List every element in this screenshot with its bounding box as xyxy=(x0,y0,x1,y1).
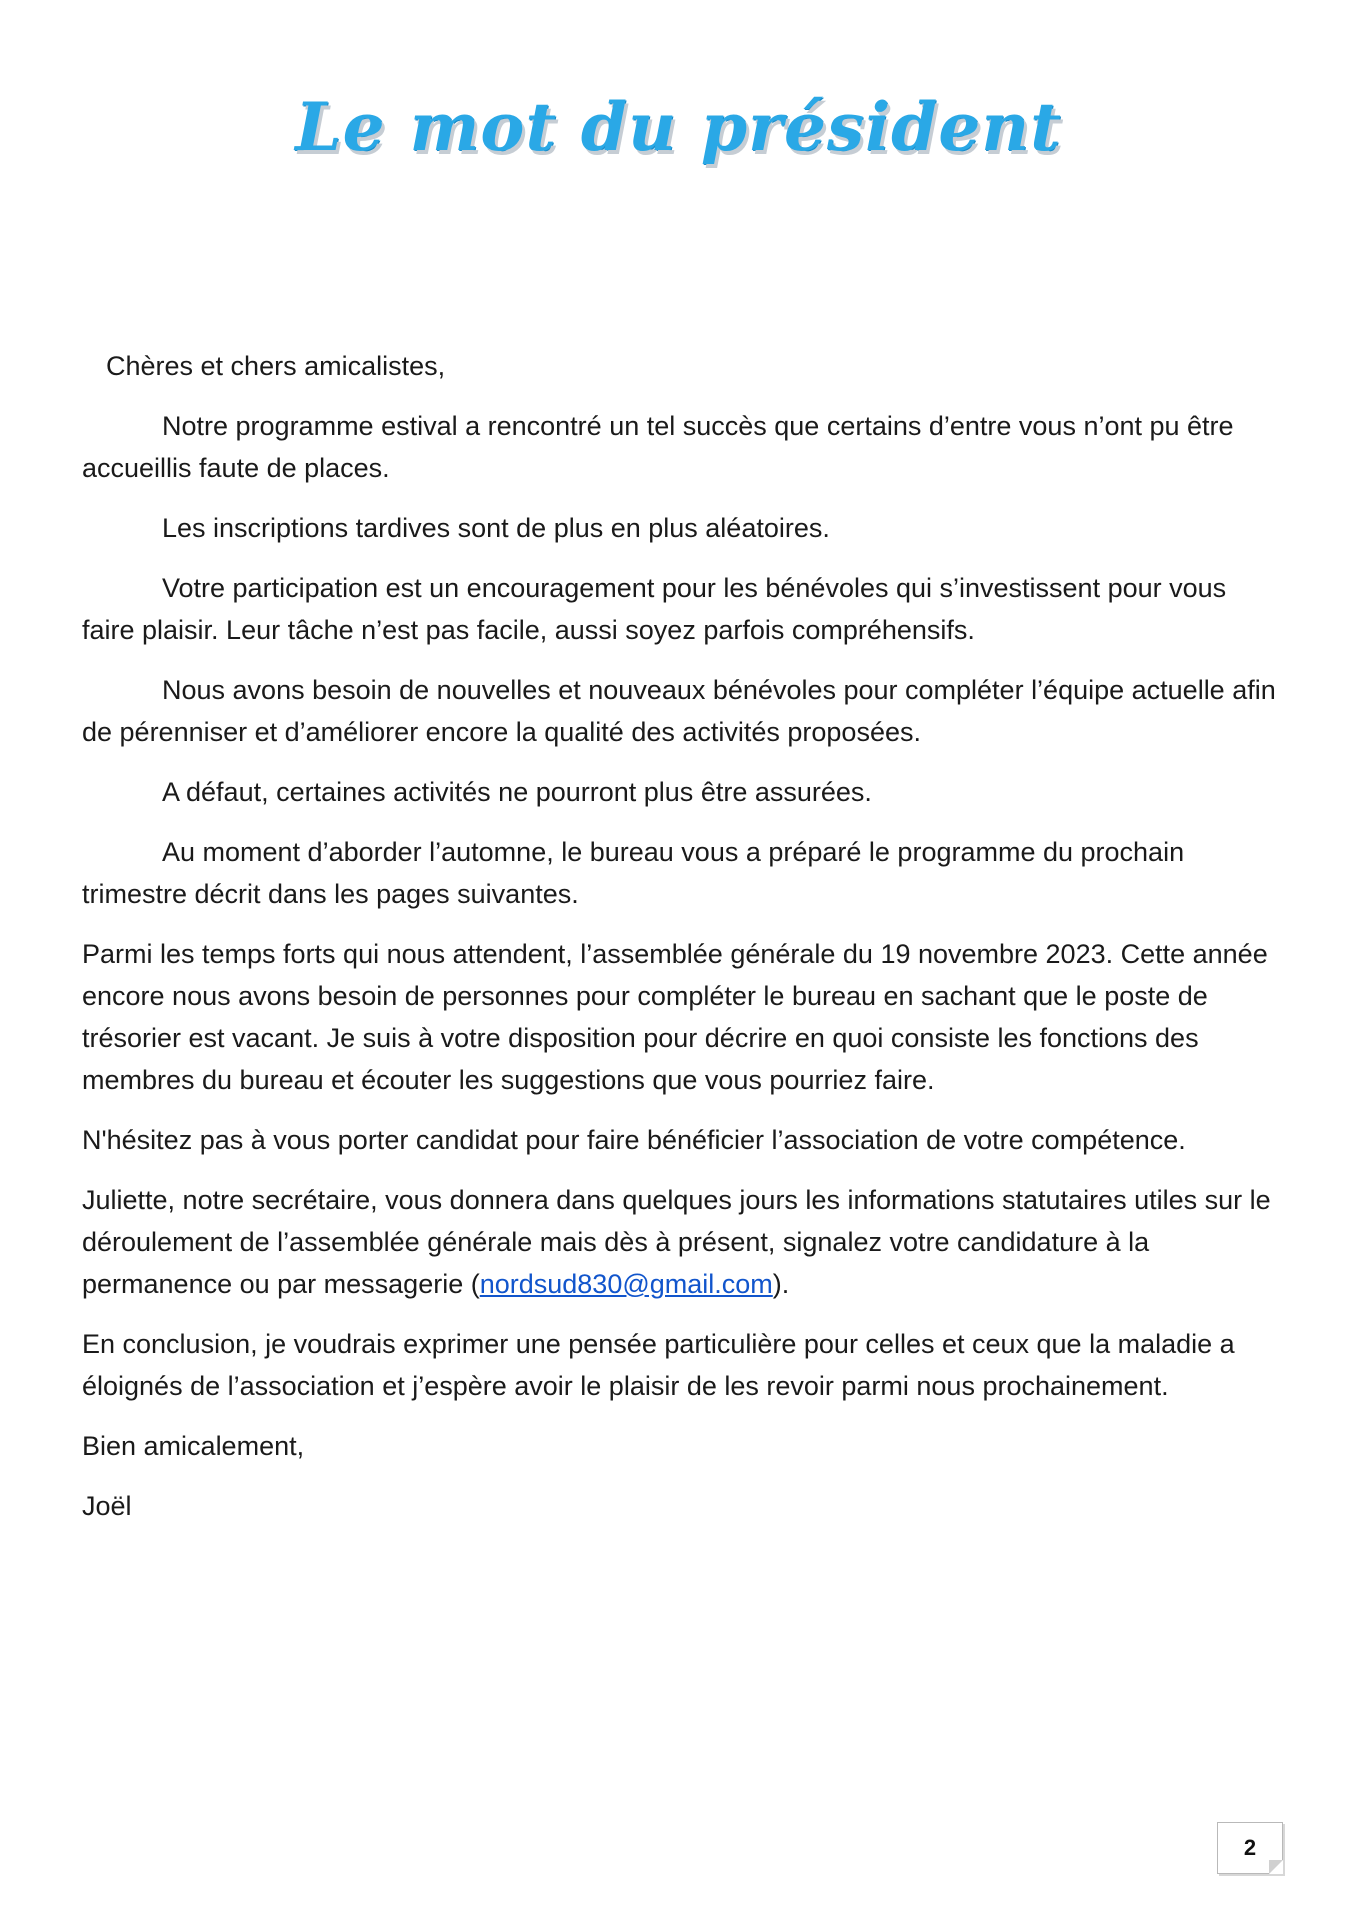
paragraph-secretary-info xyxy=(82,1179,1282,1305)
page-title: Le mot du président xyxy=(295,88,1062,166)
signature: Joël xyxy=(82,1491,132,1521)
letter-body xyxy=(82,345,1282,1545)
paragraph-volunteers-needed: Nous avons besoin de nouvelles et nouveaux bénévoles pour compléter l’équipe actuelle afin de pérenniser et d’améliorer encore la qualité des activités proposées. xyxy=(82,675,1276,747)
secretary-text-end: ). xyxy=(772,1269,790,1299)
paragraph-conclusion: En conclusion, je voudrais exprimer une pensée particulière pour celles et ceux que la maladie a éloignés de l’association et j’espère avoir le plaisir de les revoir parmi nous prochainement. xyxy=(82,1329,1235,1401)
paragraph-late-registrations: Les inscriptions tardives sont de plus en plus aléatoires. xyxy=(162,513,830,543)
paragraph-success: Notre programme estival a rencontré un tel succès que certains d’entre vous n’ont pu être accueillis faute de places. xyxy=(82,411,1234,483)
paragraph-participation: Votre participation est un encouragement pour les bénévoles qui s’investissent pour vous faire plaisir. Leur tâche n’est pas facile, aussi soyez parfois compréhensifs. xyxy=(82,573,1227,645)
email-link[interactable]: nordsud830@gmail.com xyxy=(479,1269,773,1299)
paragraph-activities-warning: A défaut, certaines activités ne pourront plus être assurées. xyxy=(162,777,872,807)
greeting: Chères et chers amicalistes, xyxy=(106,351,446,381)
secretary-text: Juliette, notre secrétaire, vous donnera dans quelques jours les informations statutaires utiles sur le déroulement de l’assemblée générale mais dès à présent, signalez votre candidature à la permanence ou par messagerie ( xyxy=(82,1185,1271,1299)
page-number-label: 2 xyxy=(1243,1835,1257,1860)
page-number xyxy=(1217,1822,1283,1874)
closing: Bien amicalement, xyxy=(82,1431,305,1461)
paragraph-general-assembly: Parmi les temps forts qui nous attendent, l’assemblée générale du 19 novembre 2023. Cette année encore nous avons besoin de personnes pour compléter le bureau en sachant que le poste de trésorier est vacant. Je suis à votre disposition pour décrire en quoi consiste les fonctions des membres du bureau et écouter les suggestions que vous pourriez faire. xyxy=(82,939,1268,1095)
paragraph-candidacy: N'hésitez pas à vous porter candidat pour faire bénéficier l’association de votre compétence. xyxy=(82,1125,1186,1155)
paragraph-autumn-program: Au moment d’aborder l’automne, le bureau vous a préparé le programme du prochain trimestre décrit dans les pages suivantes. xyxy=(82,837,1185,909)
